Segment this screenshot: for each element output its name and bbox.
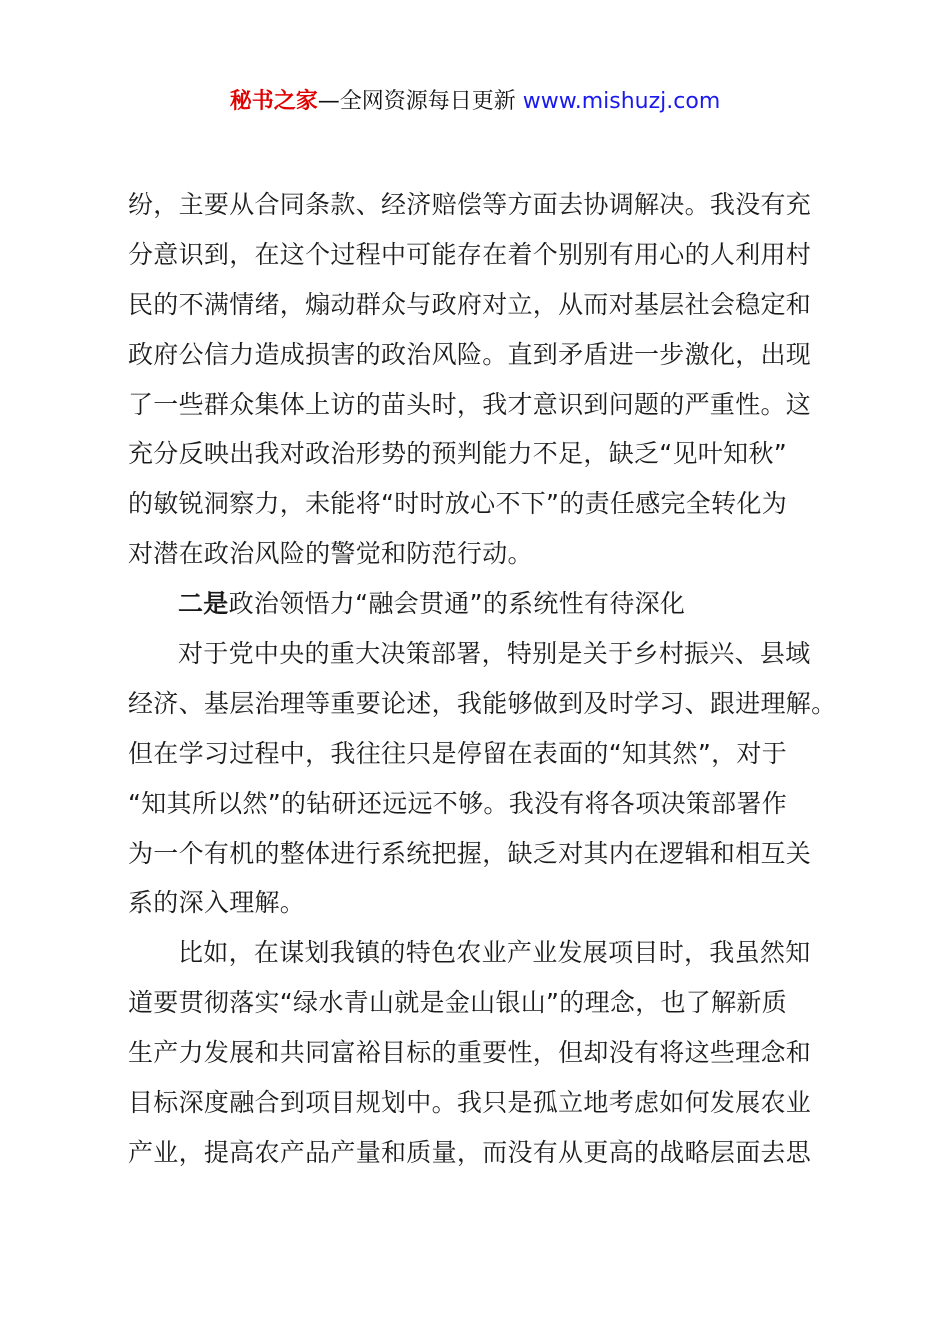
site-header: [0, 86, 950, 118]
paragraph-2: [128, 629, 837, 928]
header-tagline: —全网资源每日更新: [317, 89, 523, 114]
text-line: 对于党中央的重大决策部署，特别是关于乡村振兴、县域: [178, 639, 811, 669]
site-url-link[interactable]: www.mishuzj.com: [522, 89, 721, 114]
text-line: 的敏锐洞察力，未能将“时时放心不下”的责任感完全转化为: [128, 489, 788, 519]
section-heading: [128, 579, 834, 629]
text-line: 了一些群众集体上访的苗头时，我才意识到问题的严重性。这: [128, 389, 812, 419]
text-line: 但在学习过程中，我往往只是停留在表面的“知其然”，对于: [128, 738, 788, 768]
text-line: 系的深入理解。: [128, 888, 306, 918]
text-line: 充分反映出我对政治形势的预判能力不足，缺乏“见叶知秋”: [128, 439, 788, 469]
text-line: 生产力发展和共同富裕目标的重要性，但却没有将这些理念和: [128, 1038, 812, 1068]
heading-text: 政治领悟力“融会贯通”的系统性有待深化: [228, 589, 686, 619]
paragraph-1: [128, 180, 834, 579]
text-line: 经济、基层治理等重要论述，我能够做到及时学习、跟进理解。: [128, 688, 837, 718]
text-line: 目标深度融合到项目规划中。我只是孤立地考虑如何发展农业: [128, 1088, 812, 1118]
text-line: 为一个有机的整体进行系统把握，缺乏对其内在逻辑和相互关: [128, 838, 812, 868]
heading-prefix: 二是: [178, 589, 229, 619]
paragraph-3: [128, 928, 834, 1177]
brand-name: 秘书之家: [229, 89, 318, 114]
text-line: 道要贯彻落实“绿水青山就是金山银山”的理念，也了解新质: [128, 988, 788, 1018]
text-line: 纷，主要从合同条款、经济赔偿等方面去协调解决。我没有充: [128, 190, 812, 219]
text-line: 产业，提高农产品产量和质量，而没有从更高的战略层面去思: [128, 1137, 812, 1167]
text-line: 对潜在政治风险的警觉和防范行动。: [128, 539, 533, 569]
document-body: [128, 180, 837, 1178]
text-line: 分意识到，在这个过程中可能存在着个别别有用心的人利用村: [128, 239, 812, 269]
text-line: 民的不满情绪，煽动群众与政府对立，从而对基层社会稳定和: [128, 289, 812, 319]
text-line: 政府公信力造成损害的政治风险。直到矛盾进一步激化，出现: [128, 339, 812, 369]
text-line: “知其所以然”的钻研还远远不够。我没有将各项决策部署作: [128, 788, 788, 818]
text-line: 比如，在谋划我镇的特色农业产业发展项目时，我虽然知: [178, 938, 811, 968]
